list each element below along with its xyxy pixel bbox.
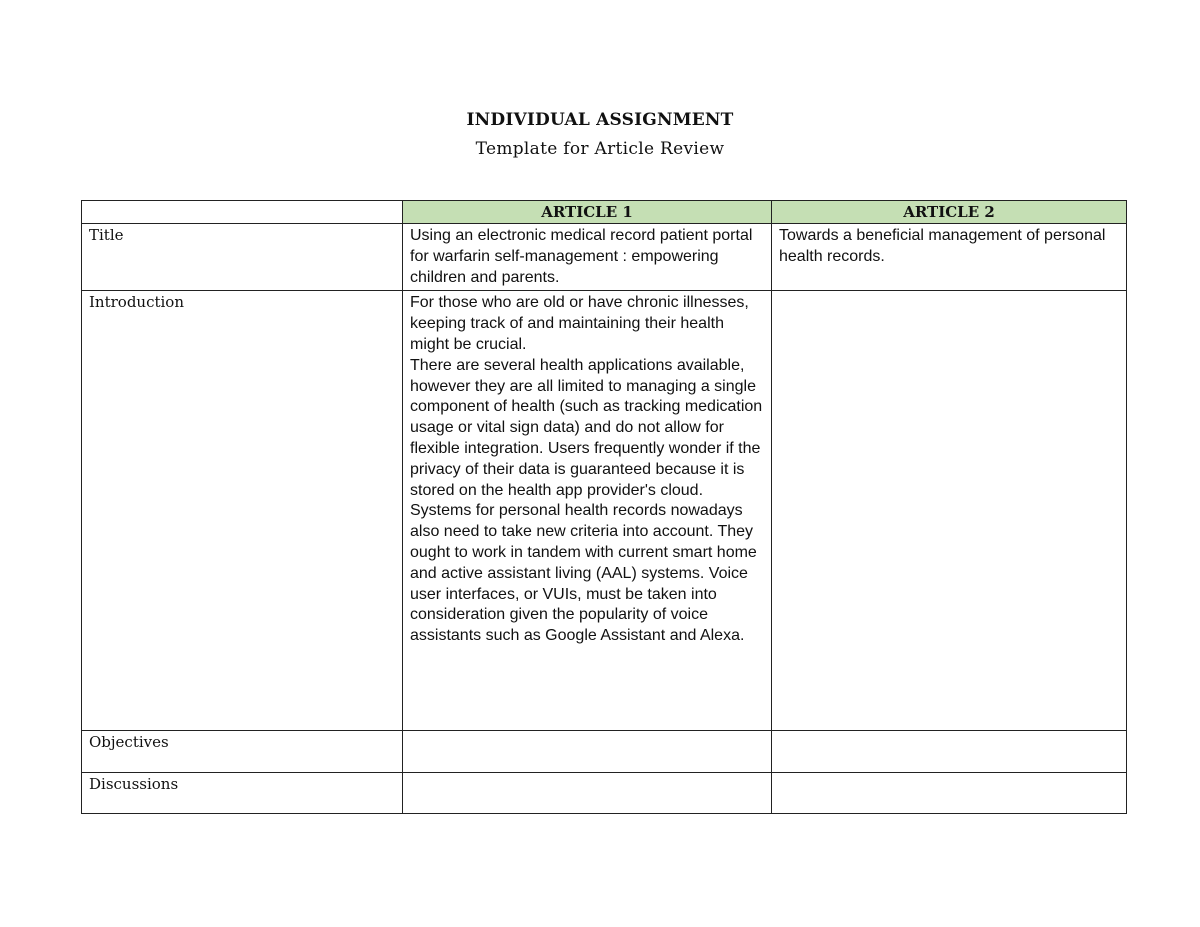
row-label-title: Title xyxy=(82,224,403,291)
article-2-discussions-cell xyxy=(772,773,1127,814)
article-1-discussions-cell xyxy=(403,773,772,814)
article-1-title-cell: Using an electronic medical record patient portal for warfarin self-management : empowering children and parents. xyxy=(403,224,772,291)
article-1-introduction-cell: For those who are old or have chronic illnesses, keeping track of and maintaining their health might be crucial. There are several health applications available, however they are all limited to managing a single component of health (such as tracking medication usage or vital sign data) and do not allow for flexible integration. Users frequently wonder if the privacy of their data is guaranteed because it is stored on the health app provider's cloud. Systems for personal health records nowadays also need to take new criteria into account. They ought to work in tandem with current smart home and active assistant living (AAL) systems. Voice user interfaces, or VUIs, must be taken into consideration given the popularity of voice assistants such as Google Assistant and Alexa. xyxy=(403,291,772,731)
table-row xyxy=(82,731,1127,773)
table-header-row xyxy=(82,201,1127,224)
document-subtitle: Template for Article Review xyxy=(475,139,725,159)
article-2-objectives-cell xyxy=(772,731,1127,773)
article-review-table xyxy=(81,200,1127,814)
header-article-1: ARTICLE 1 xyxy=(403,201,772,224)
article-1-objectives-cell xyxy=(403,731,772,773)
article-2-introduction-cell xyxy=(772,291,1127,731)
row-label-discussions: Discussions xyxy=(82,773,403,814)
row-label-introduction: Introduction xyxy=(82,291,403,731)
table-row xyxy=(82,291,1127,731)
table-row xyxy=(82,224,1127,291)
document-title: INDIVIDUAL ASSIGNMENT xyxy=(466,110,734,130)
table-row xyxy=(82,773,1127,814)
header-article-2: ARTICLE 2 xyxy=(772,201,1127,224)
article-2-title-cell: Towards a beneficial management of personal health records. xyxy=(772,224,1127,291)
row-label-objectives: Objectives xyxy=(82,731,403,773)
header-empty-cell xyxy=(82,201,403,224)
